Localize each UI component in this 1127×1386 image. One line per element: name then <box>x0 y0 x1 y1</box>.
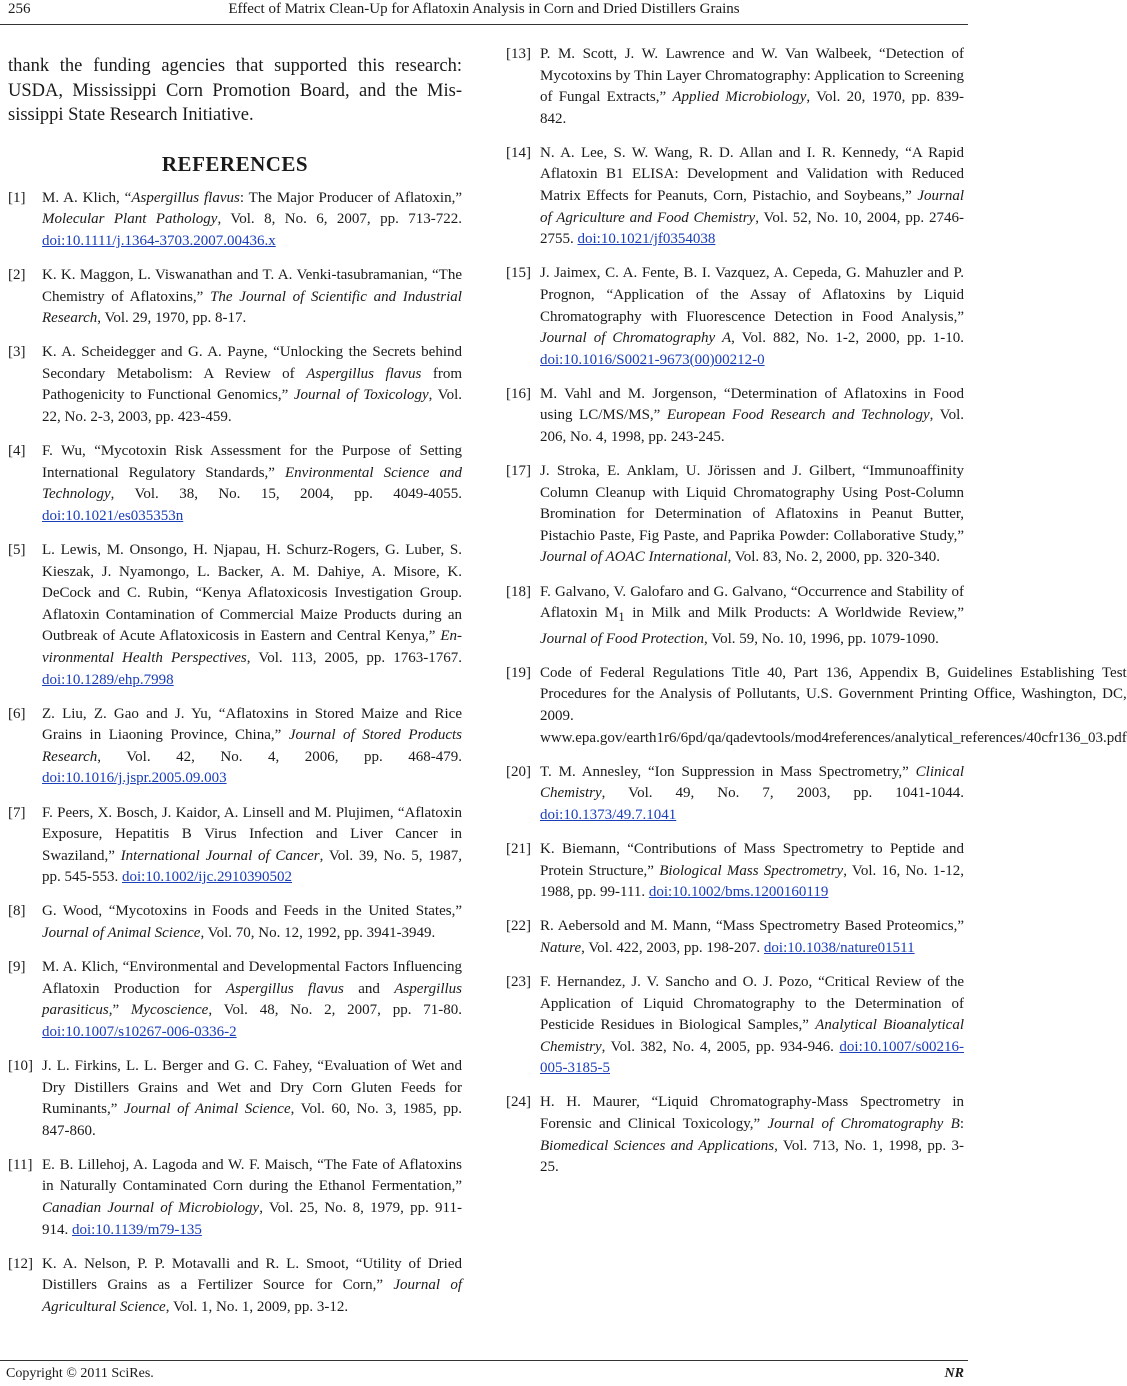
italic-title: Environmental Science and Technology <box>42 464 462 503</box>
reference-number: [24] <box>506 1094 531 1111</box>
doi-link[interactable]: doi:10.1016/j.jspr.2005.09.003 <box>42 770 227 787</box>
doi-link[interactable]: doi:10.1038/nature01511 <box>763 939 915 956</box>
reference-segment: P. M. Scott, J. W. Lawrence and W. Van Walbeek, “Detection of Mycotoxins by Thin Layer Chromatography: Application to Screening of Fungal Extracts,” <box>540 46 964 106</box>
italic-title: Journal of Animal Science <box>42 925 201 942</box>
doi-link[interactable]: doi:10.1111/j.1364-3703.2007.00436.x <box>42 232 276 249</box>
italic-title: Molecular Plant Pathology <box>42 211 218 228</box>
italic-title: Biological Mass Spectrometry <box>659 862 844 879</box>
copyright: Copyright © 2011 SciRes. <box>6 1366 154 1381</box>
reference-text <box>42 957 462 1043</box>
reference-item <box>8 957 462 1043</box>
doi-link[interactable]: doi:10.1002/ijc.2910390502 <box>122 869 292 886</box>
doi-link[interactable]: doi:10.1289/ehp.7998 <box>42 671 174 688</box>
reference-segment: M. A. Klich, “ <box>42 189 132 206</box>
reference-segment: , Vol. 113, 2005, pp. 1763-1767. <box>246 649 463 666</box>
reference-segment: , Vol. 48, No. 2, 2007, pp. 71-80. <box>208 1002 462 1019</box>
reference-segment: K. A. Scheidegger and G. A. Payne, “Unlocking the Secrets behind Secondary Metabolism: A Review of <box>42 344 462 382</box>
reference-segment: , Vol. 59, No. 10, 1996, pp. 1079-1090. <box>704 630 939 647</box>
reference-segment: H. H. Maurer, “Liquid Chromatography-Mass Spectrometry in Forensic and Clinical Toxicology,” <box>540 1094 964 1133</box>
footer-rule <box>0 1360 968 1361</box>
reference-segment: , Vol. 25, No. 8, 1979, pp. 911-914. <box>42 1200 462 1238</box>
right-column <box>506 44 1127 1191</box>
reference-text <box>540 839 964 904</box>
page-number: 256 <box>8 1 31 17</box>
doi-link[interactable]: doi:10.1016/S0021-9673(00)00212-0 <box>540 351 765 368</box>
reference-item <box>506 461 964 569</box>
reference-segment: G. Wood, “Mycotoxins in Foods and Feeds in the United States,” <box>42 903 462 920</box>
reference-segment: in Milk and Milk Products: A Worldwide Review,” <box>624 605 965 622</box>
reference-segment: J. Jaimex, C. A. Fente, B. I. Vazquez, A. Cepeda, G. Mahuzler and P. Prognon, “Application of the Assay of Aflatoxins by Liquid Chromatography with Fluorescence Detection in Food Analysis,” <box>540 265 964 325</box>
reference-segment: , Vol. 60, No. 3, 1985, pp. 847-860. <box>42 1101 462 1139</box>
doi-link[interactable]: doi:10.1021/es035353n <box>42 507 184 524</box>
doi-link[interactable]: doi:10.1139/m79-135 <box>72 1221 202 1238</box>
reference-number: [2] <box>8 266 26 283</box>
reference-item <box>8 803 462 889</box>
reference-number: [13] <box>506 46 531 62</box>
reference-item <box>506 663 1127 749</box>
reference-number: [23] <box>506 973 531 990</box>
reference-number: [12] <box>8 1255 33 1272</box>
italic-title: European Food Research and Technology <box>666 407 930 424</box>
reference-segment: , Vol. 52, No. 10, 2004, pp. 2746-2755. <box>540 209 964 248</box>
reference-item <box>8 188 462 253</box>
reference-text <box>42 188 462 253</box>
reference-item <box>8 704 462 790</box>
reference-number: [1] <box>8 189 26 206</box>
reference-segment: R. Aebersold and M. Mann, “Mass Spectrometry Based Proteomics,” <box>540 918 964 935</box>
reference-item <box>8 1254 462 1319</box>
reference-number: [19] <box>506 664 531 681</box>
italic-title: Journal of Stored Products Research <box>42 727 462 765</box>
reference-item <box>506 143 964 251</box>
reference-text <box>42 540 462 691</box>
reference-text <box>42 265 462 330</box>
reference-number: [18] <box>506 583 531 600</box>
reference-segment: Z. Liu, Z. Gao and J. Yu, “Aflatoxins in Stored Maize and Rice Grains in Liaoning Province, China,” <box>42 705 462 744</box>
reference-segment: Code of Federal Regulations Title 40, Part 136, Appendix B, Guidelines Establishing Test Procedures for the Analysis of Pollutants, U.S. Government Printing Office, Washington, DC, 2009. <box>540 664 1127 725</box>
reference-segment: T. M. Annesley, “Ion Suppression in Mass Spectrometry,” <box>540 763 916 780</box>
reference-number: [8] <box>8 903 26 920</box>
running-title: Effect of Matrix Clean-Up for Aflatoxin Analysis in Corn and Dried Distillers Grains <box>228 1 740 17</box>
reference-item <box>506 916 964 959</box>
acknowledgment-text: thank the funding agencies that supported this research: USDA, Mississippi Corn Promotion Board, and the Mississippi State Research Initiative. <box>8 56 462 126</box>
reference-segment: , Vol. 1, No. 1, 2009, pp. 3-12. <box>165 1298 349 1315</box>
italic-title: Canadian Journal of Microbiology <box>42 1200 260 1217</box>
reference-text <box>42 803 462 889</box>
reference-segment: , Vol. 206, No. 4, 1998, pp. 243-245. <box>540 407 964 445</box>
reference-segment: N. A. Lee, S. W. Wang, R. D. Allan and I. R. Kennedy, “A Rapid Aflatoxin B1 ELISA: Development and Validation with Reduced Matrix Effects for Peanuts, Corn, Pistachio, and Soybeans,” <box>540 144 964 205</box>
italic-title: International Journal of Cancer <box>120 847 320 864</box>
doi-link[interactable]: doi:10.1373/49.7.1041 <box>540 806 677 823</box>
references-heading: REFERENCES <box>161 152 309 177</box>
reference-text <box>540 44 964 130</box>
reference-number: [20] <box>506 763 531 780</box>
page-footer <box>0 1360 968 1386</box>
reference-segment: , Vol. 20, 1970, pp. 839-842. <box>540 89 965 127</box>
reference-text <box>42 1254 462 1319</box>
reference-item <box>8 265 462 330</box>
reference-segment: F. Peers, X. Bosch, J. Kaidor, A. Linsell and M. Plujimen, “Aflatoxin Exposure, Hepatitis B Virus Infection and Liver Cancer in Swaziland,” <box>42 804 462 864</box>
reference-item <box>8 1056 462 1142</box>
reference-number: [21] <box>506 841 531 857</box>
reference-list-right <box>506 44 1127 1179</box>
reference-segment: J. Stroka, E. Anklam, U. Jörissen and J. Gilbert, “Immunoaffinity Column Cleanup with Liquid Chromatography Using Post-Column Bromination for Determination of Aflatoxins in Peanut Butter, Pistachio Paste, Fig Paste, and Paprika Powder: Collaborative Study,” <box>540 463 964 544</box>
reference-segment: , Vol. 8, No. 6, 2007, pp. 713-722. <box>217 211 462 228</box>
reference-item <box>8 441 462 527</box>
reference-text <box>42 1155 462 1241</box>
reference-segment: F. Wu, “Mycotoxin Risk Assessment for the Purpose of Setting International Regulatory Standards,” <box>42 443 462 481</box>
italic-title: Nature <box>540 939 582 956</box>
reference-number: [22] <box>506 918 531 935</box>
reference-segment: , Vol. 70, No. 12, 1992, pp. 3941-3949. <box>200 925 436 942</box>
reference-text <box>540 582 964 651</box>
reference-segment: , Vol. 49, No. 7, 2003, pp. 1041-1044. <box>601 785 964 802</box>
italic-title: Journal of Chromatography B <box>767 1116 960 1133</box>
italic-title: Journal of Food Protection <box>540 630 705 647</box>
reference-item <box>506 582 964 651</box>
reference-number: [16] <box>506 385 531 402</box>
reference-text <box>540 461 964 569</box>
reference-number: [4] <box>8 443 26 460</box>
reference-text <box>540 263 964 371</box>
reference-segment: L. Lewis, M. Onsongo, H. Njapau, H. Schurz-Rogers, G. Luber, S. Kieszak, J. Nyamongo, L. Backer, A. M. Dahiye, A. Misore, K. DeCock and C. Rubin, “Kenya Aflatoxicosis Investigation Group. Aflatoxin Contamination of Commercial Maize Products during an Outbreak of Acute Aflatoxicosis in Eastern and Central Kenya,” <box>42 542 462 645</box>
reference-number: [9] <box>8 959 26 976</box>
reference-segment: , Vol. 382, No. 4, 2005, pp. 934-946. <box>601 1038 840 1055</box>
reference-text <box>540 384 964 449</box>
reference-segment: K. Biemann, “Contributions of Mass Spectrometry to Peptide and Protein Structure,” <box>540 841 964 879</box>
reference-text <box>42 901 462 944</box>
reference-segment: M. A. Klich, “Environmental and Developmental Factors Influencing Aflatoxin Production for <box>42 959 462 997</box>
reference-text <box>540 916 964 959</box>
reference-item <box>506 44 964 130</box>
reference-segment: , Vol. 22, No. 2-3, 2003, pp. 423-459. <box>42 387 462 426</box>
reference-url: www.epa.gov/earth1r6/6pd/qa/qadevtools/mod4references/analytical_references/40cfr136_03.pdf <box>540 729 1127 746</box>
reference-text <box>540 1092 964 1178</box>
italic-title: Aspergillus parasiticus <box>42 980 462 1019</box>
italic-title: Applied Microbiology <box>672 89 807 106</box>
doi-link[interactable]: doi:10.1021/jf0354038 <box>577 231 716 248</box>
reference-number: [6] <box>8 705 26 722</box>
reference-item <box>506 263 964 371</box>
reference-text <box>540 762 964 827</box>
italic-title: Environmental Health Perspectives <box>42 628 462 666</box>
reference-segment: , Vol. 713, No. 1, 1998, pp. 3-25. <box>540 1137 964 1176</box>
italic-title: Biomedical Sciences and Applications <box>540 1137 775 1154</box>
reference-item <box>506 762 964 827</box>
doi-link[interactable]: doi:10.1002/bms.1200160119 <box>648 884 829 901</box>
italic-title: Clinical Chemistry <box>540 763 964 802</box>
reference-text <box>540 143 964 251</box>
reference-segment: from Pathogenicity to Functional Genomics,” <box>42 365 462 404</box>
reference-text <box>42 1056 462 1142</box>
reference-item <box>506 1092 964 1178</box>
reference-item <box>506 384 964 449</box>
italic-title: The Journal of Scientific and Industrial Research <box>42 288 462 327</box>
italic-title: Aspergillus flavus <box>306 365 422 382</box>
reference-text <box>42 342 462 428</box>
italic-title: Mycoscience <box>130 1002 209 1019</box>
reference-segment: , Vol. 42, No. 4, 2006, pp. 468-479. <box>97 748 462 765</box>
reference-list-left <box>8 188 462 1319</box>
reference-segment: K. A. Nelson, P. P. Motavalli and R. L. Smoot, “Utility of Dried Distillers Grains as a Fertilizer Source for Corn,” <box>42 1255 462 1294</box>
header-rule <box>0 24 968 25</box>
doi-link[interactable]: doi:10.1007/s00216-005-3185-5 <box>540 1038 964 1077</box>
reference-item <box>8 342 462 428</box>
reference-number: [17] <box>506 463 531 480</box>
reference-item <box>506 972 964 1080</box>
reference-segment: , Vol. 29, 1970, pp. 8-17. <box>97 310 247 327</box>
reference-segment: , Vol. 882, No. 1-2, 2000, pp. 1-10. <box>731 330 964 347</box>
reference-number: [5] <box>8 542 26 559</box>
reference-number: [11] <box>8 1156 33 1173</box>
italic-title: Journal of Chromatography A <box>540 330 732 347</box>
italic-title: Journal of Animal Science <box>123 1101 291 1118</box>
italic-title: Analytical Bioanalytical Chemistry <box>540 1017 964 1055</box>
reference-text <box>42 704 462 790</box>
reference-number: [10] <box>8 1057 33 1074</box>
reference-item <box>8 540 462 691</box>
reference-segment: : <box>959 1116 965 1133</box>
reference-segment: , Vol. 16, No. 1-12, 1988, pp. 99-111. <box>540 862 964 901</box>
italic-title: Journal of Toxicology <box>293 387 429 404</box>
subscript: 1 <box>618 610 625 625</box>
journal-abbreviation: NR <box>944 1366 964 1381</box>
page-header <box>0 0 968 24</box>
reference-item <box>8 901 462 944</box>
reference-item <box>8 1155 462 1241</box>
reference-text <box>42 441 462 527</box>
reference-number: [15] <box>506 265 531 282</box>
reference-segment: and <box>343 980 395 997</box>
reference-number: [14] <box>506 144 531 161</box>
italic-title: Aspergillus flavus <box>131 189 240 206</box>
doi-link[interactable]: doi:10.1007/s10267-006-0336-2 <box>42 1023 237 1040</box>
reference-text <box>540 663 1127 749</box>
left-column <box>8 44 462 1331</box>
reference-text <box>540 972 964 1080</box>
reference-segment: F. Hernandez, J. V. Sancho and O. J. Pozo, “Critical Review of the Application of Liquid Chromatography to the Determination of Pesticide Residues in Biological Samples,” <box>540 973 964 1034</box>
reference-segment: J. L. Firkins, L. L. Berger and G. C. Fahey, “Evaluation of Wet and Dry Distillers Grains and Wet and Dry Corn Gluten Feeds for Ruminants,” <box>42 1057 462 1118</box>
reference-number: [3] <box>8 344 26 361</box>
reference-segment: M. Vahl and M. Jorgenson, “Determination of Aflatoxins in Food using LC/MS/MS,” <box>540 385 964 424</box>
italic-title: Aspergillus flavus <box>225 980 344 997</box>
reference-segment: , Vol. 422, 2003, pp. 198-207. <box>581 939 764 956</box>
reference-segment: : The Major Producer of Aflatoxin,” <box>239 189 463 206</box>
reference-segment: F. Galvano, V. Galofaro and G. Galvano, “Occurrence and Stability of Aflatoxin M <box>540 583 964 622</box>
italic-title: Journal of Agriculture and Food Chemistry <box>540 188 964 226</box>
italic-title: Journal of AOAC International <box>540 549 728 566</box>
reference-segment: , Vol. 83, No. 2, 2000, pp. 320-340. <box>727 549 941 566</box>
reference-item <box>506 839 964 904</box>
italic-title: Journal of Agricultural Science <box>42 1277 462 1315</box>
reference-segment: E. B. Lillehoj, A. Lagoda and W. F. Maisch, “The Fate of Aflatoxins in Naturally Contaminated Corn during the Ethanol Fermentation,” <box>42 1156 462 1195</box>
reference-segment: K. K. Maggon, L. Viswanathan and T. A. Venki-tasubramanian, “The Chemistry of Aflatoxins,” <box>42 266 462 305</box>
reference-segment: , Vol. 38, No. 15, 2004, pp. 4049-4055. <box>110 486 462 503</box>
reference-number: [7] <box>8 804 26 821</box>
reference-segment: , Vol. 39, No. 5, 1987, pp. 545-553. <box>42 847 462 886</box>
reference-segment: ,” <box>108 1002 131 1019</box>
